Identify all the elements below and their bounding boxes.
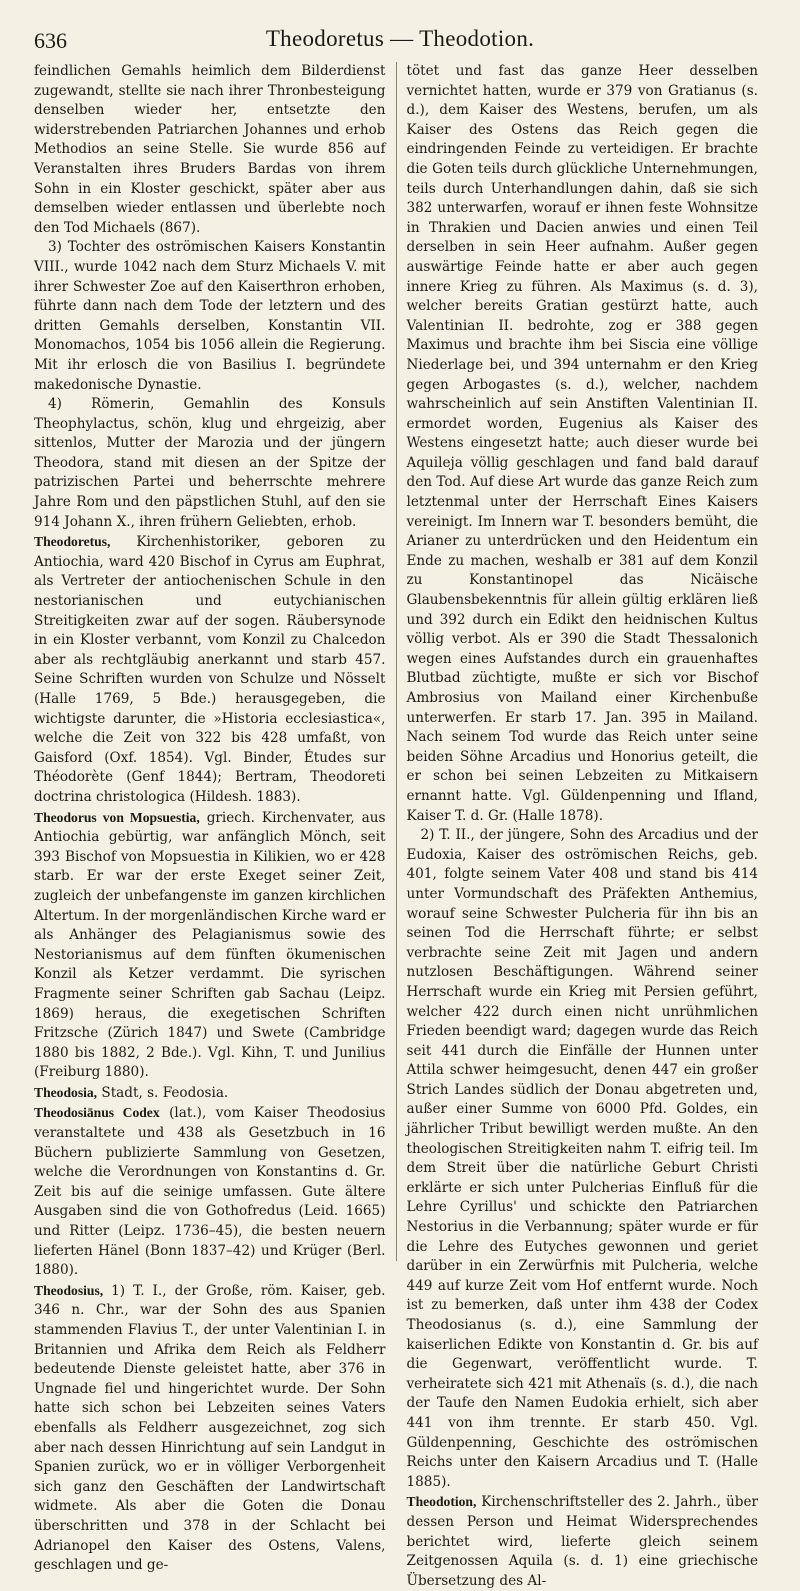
article-paragraph bbox=[34, 62, 386, 238]
entry-headword: Theodosius, bbox=[34, 1282, 104, 1298]
entry-headword: Theodotion, bbox=[406, 1494, 477, 1510]
article-paragraph bbox=[34, 1281, 386, 1576]
entry-headword: Theodorus von Mopsuestia, bbox=[34, 809, 200, 825]
page-number: 636 bbox=[34, 28, 67, 53]
entry-text: 3) Tochter des oströmischen Kaisers Konstantin VIII., wurde 1042 nach dem Sturz Michaels V. mit ihrer Schwester Zoe auf den Kaiserthron erhoben, führte dann nach dem Tode der letztern und des dritten Gemahls derselben, Konstantin VII. Monomachos, 1054 bis 1056 allein die Regierung. Mit ihr erlosch die von Basilius I. begründete makedonische Dynastie. bbox=[34, 239, 386, 393]
article-paragraph bbox=[407, 1492, 759, 1591]
article-paragraph bbox=[34, 808, 386, 1083]
entry-text: 4) Römerin, Gemahlin des Konsuls Theophylactus, schön, klug und ehrgeizig, aber sittenlos, Mutter der Marozia und der jüngern Theodora, stand mit diesen an der Spitze der patrizischen Partei und beherrschte mehrere Jahre Rom und den päpstlichen Stuhl, auf den sie 914 Johann X., ihren frühern Geliebten, erhob. bbox=[34, 396, 386, 530]
entry-text: griech. Kirchenvater, aus Antiochia gebürtig, war anfänglich Mönch, seit 393 Bischof von Mopsuestia in Kilikien, wo er 428 starb. Er war der erste Exeget seiner Zeit, zugleich der unbefangenste im ganzen kirchlichen Altertum. In der morgenländischen Kirche ward er als Anhänger des Pelagianismus sowie des Nestorianismus auf dem fünften ökumenischen Konzil als Ketzer verdammt. Die syrischen Fragmente seiner Schriften gab Sachau (Leipz. 1869) heraus, die exegetischen Schriften Fritzsche (Zürich 1847) und Swete (Cambridge 1880 bis 1882, 2 Bde.). Vgl. Kihn, T. und Junilius (Freiburg 1880). bbox=[34, 809, 386, 1081]
entry-text: Kirchenschriftsteller des 2. Jahrh., über dessen Person und Heimat Widersprechendes berichtet wird, lieferte gleich seinem Zeitgenossen Aquila (s. d. 1) eine griechische Übersetzung des Al- bbox=[406, 1494, 758, 1589]
entry-text: feindlichen Gemahls heimlich dem Bilderdienst zugewandt, stellte sie nach ihrer Thronbesteigung denselben wieder her, entsetzte den widerstrebenden Patriarchen Johannes und erhob Methodios an seine Stelle. Sie wurde 856 auf Veranstalten ihres Bruders Bardas von ihrem Sohn in ein Kloster geschickt, später aber aus demselben wieder entlassen und überlebte noch den Tod Michaels (867). bbox=[34, 63, 386, 236]
page-header bbox=[34, 22, 766, 58]
article-paragraph bbox=[34, 238, 386, 395]
entry-text: 2) T. II., der jüngere, Sohn des Arcadius und der Eudoxia, Kaiser des oströmischen Reichs, geb. 401, folgte seinem Vater 408 und stand bis 414 unter Vormundschaft des Präfekten Anthemius, worauf seine Schwester Pulcheria für ihn bis an seinen Tod die Herrschaft führte; er selbst verbrachte seine Zeit mit Jagen und andern nutzlosen Beschäftigungen. Während seiner Herrschaft wurde ein Krieg mit Persien geführt, welcher 422 durch einen nicht unrühmlichen Frieden beendigt ward; dagegen wurde das Reich seit 441 durch die Einfälle der Hunnen unter Attila schwer heimgesucht, denen 447 ein großer Strich Landes südlich der Donau abgetreten und, außer einer Summe von 6000 Pfd. Goldes, ein jährlicher Tribut bewilligt werden mußte. An den theologischen Streitigkeiten nahm T. eifrig teil. Im dem Streit über die natürliche Geburt Christi erklärte er sich unter Pulcherias Einfluß für die Lehre Cyrillus' und schickte den Patriarchen Nestorius in die Verbannung; später wurde er für die Lehre des Eutyches gewonnen und geriet darüber in ein Zerwürfnis mit Pulcheria, welche 449 auf kurze Zeit vom Hof entfernt wurde. Noch ist zu bemerken, daß unter ihm 438 der Codex Theodosianus (s. d.), eine Sammlung der kaiserlichen Edikte von Konstantin d. Gr. bis auf die Gegenwart, veröffentlicht wurde. T. verheiratete sich 421 mit Athenaïs (s. d.), die nach der Taufe den Namen Eudokia erhielt, sich aber 441 von ihm trennte. Er starb 450. Vgl. Güldenpenning, Geschichte des oströmischen Reichs unter den Kaisern Arcadius und T. (Halle 1885). bbox=[406, 827, 758, 1490]
article-paragraph bbox=[34, 532, 386, 807]
entry-text: Stadt, s. Feodosia. bbox=[97, 1084, 229, 1101]
left-column bbox=[30, 62, 397, 1574]
article-paragraph bbox=[34, 1083, 386, 1104]
entry-text: tötet und fast das ganze Heer desselben vernichtet hatten, wurde er 379 von Gratianus (s. d.), dem Kaiser des Westens, berufen, um als Kaiser des Ostens das Reich gegen die eindringenden Feinde zu verteidigen. Er brachte die Goten teils durch glückliche Unternehmungen, teils durch Unterhandlungen dahin, daß sie sich 382 unterwarfen, worauf er ihnen feste Wohnsitze in Thrakien und Dacien anwies und einen Teil derselben in sein Heer aufnahm. Außer gegen auswärtige Feinde hatte er aber auch gegen innere Krieg zu führen. Als Maximus (s. d. 3), welcher bereits Gratian gestürzt hatte, auch Valentinian II. bedrohte, zog er 388 gegen Maximus und brachte ihm bei Siscia eine völlige Niederlage bei, und 394 unternahm er den Krieg gegen Arbogastes (s. d.), welcher, nachdem wahrscheinlich auf sein Anstiften Valentinian II. ermordet worden, Eugenius als Kaiser des Westens eingesetzt hatte; auch dieser wurde bei Aquileja völlig geschlagen und fand bald darauf den Tod. Auf diese Art wurde das ganze Reich zum letztenmal unter der Herrschaft Eines Kaisers vereinigt. Im Innern war T. besonders bemüht, die Arianer zu unterdrücken und den Heidentum ein Ende zu machen, weshalb er 381 auf dem Konzil zu Konstantinopel das Nicäische Glaubensbekenntnis für allein gültig erklären ließ und 392 durch ein Edikt den heidnischen Kultus völlig verbot. Als er 390 die Stadt Thessalonich wegen eines Aufstandes durch ein grauenhaftes Blutbad züchtigte, mußte er sich vor Bischof Ambrosius von Mailand einer Kirchenbuße unterwerfen. Er starb 17. Jan. 395 in Mailand. Nach seinem Tod wurde das Reich unter seine beiden Söhne Arcadius und Honorius geteilt, die er schon bei seinen Lebzeiten zu Mitkaisern ernannt hatte. Vgl. Güldenpenning und Ifland, Kaiser T. d. Gr. (Halle 1878). bbox=[406, 63, 758, 824]
article-paragraph bbox=[34, 395, 386, 532]
article-paragraph bbox=[407, 62, 759, 826]
entry-headword: Theodosiānus Codex bbox=[34, 1105, 160, 1121]
article-paragraph bbox=[407, 826, 759, 1492]
entry-text: Kirchenhistoriker, geboren zu Antiochia, ward 420 Bischof in Cyrus am Euphrat, als Vertreter der antiochenischen Schule in den nestorianischen und eutychianischen Streitigkeiten zwar auf der sogen. Räubersynode in ein Kloster verbannt, vom Konzil zu Chalcedon aber als rechtgläubig anerkannt und starb 457. Seine Schriften wurden von Schulze und Nösselt (Halle 1769, 5 Bde.) herausgegeben, die wichtigste darunter, die »Historia ecclesiastica«, welche die Zeit von 322 bis 428 umfaßt, von Gaisford (Oxf. 1854). Vgl. Binder, Études sur Théodorète (Genf 1844); Bertram, Theodoreti doctrina christologica (Hildesh. 1883). bbox=[34, 534, 386, 805]
running-head: Theodoretus — Theodotion. bbox=[265, 26, 535, 51]
entry-text: 1) T. I., der Große, röm. Kaiser, geb. 346 n. Chr., war der Sohn des aus Spanien stammenden Flavius T., der unter Valentinian I. in Britannien und Afrika dem Reich als Feldherr bedeutende Dienste geleistet hatte, aber 376 in Ungnade fiel und hingerichtet wurde. Der Sohn hatte sich schon bei Lebzeiten seines Vaters ebenfalls als Feldherr ausgezeichnet, zog sich aber nach dessen Hinrichtung auf sein Landgut in Spanien zurück, wo er in völliger Verborgenheit sich ganz den Geschäften der Landwirtschaft widmete. Als aber die Goten die Donau überschritten und 378 in der Schlacht bei Adrianopel den Kaiser des Ostens, Valens, geschlagen und ge- bbox=[34, 1282, 386, 1574]
entry-text: (lat.), vom Kaiser Theodosius veranstaltete und 438 als Gesetzbuch in 16 Büchern publizierte Sammlung von Gesetzen, welche die Verordnungen von Konstantins d. Gr. Zeit bis auf die seinige umfassen. Gute ältere Ausgaben sind die von Gothofredus (Leid. 1665) und Ritter (Leipz. 1736–45), die besten neuern lieferten Hänel (Bonn 1837–42) und Krüger (Berl. 1880). bbox=[34, 1105, 386, 1279]
text-columns bbox=[30, 62, 766, 1589]
right-column bbox=[397, 62, 767, 1589]
entry-headword: Theodosia, bbox=[34, 1084, 98, 1100]
entry-headword: Theodoretus, bbox=[34, 534, 111, 550]
article-paragraph bbox=[34, 1103, 386, 1280]
